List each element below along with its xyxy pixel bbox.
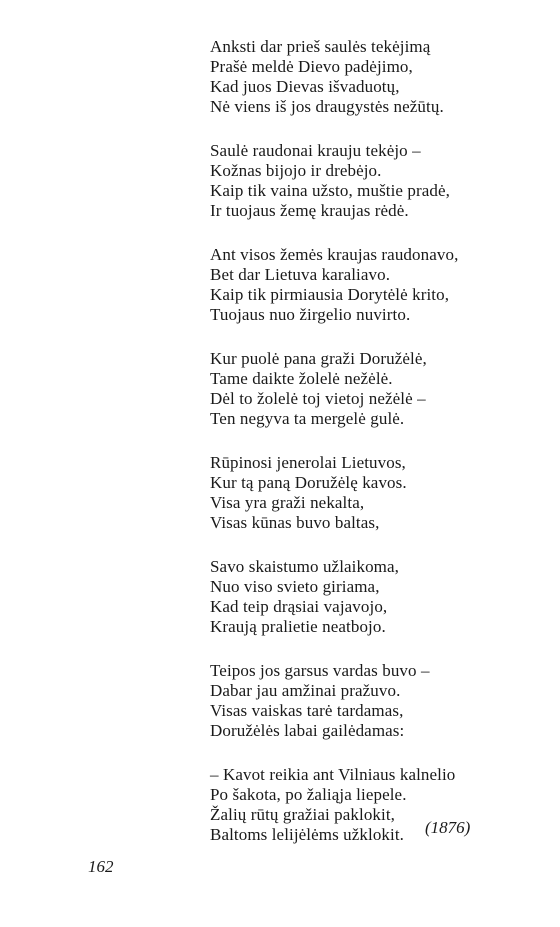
- poem: [210, 37, 510, 869]
- poem-line: Saulė raudonai krauju tekėjo –: [210, 141, 421, 160]
- poem-line: – Kavot reikia ant Vilniaus kalnelio: [210, 765, 456, 784]
- poem-line: Visas vaiskas tarė tardamas,: [210, 701, 404, 720]
- poem-line: Dėl to žolelė toj vietoj nežėlė –: [210, 389, 426, 408]
- poem-line: Ten negyva ta mergelė gulė.: [210, 409, 405, 428]
- stanza-6: [210, 557, 510, 637]
- stanza-7: [210, 661, 510, 741]
- poem-line: Tame daikte žolelė nežėlė.: [210, 369, 393, 388]
- poem-line: Nuo viso svieto giriama,: [210, 577, 380, 596]
- poem-line: Ant visos žemės kraujas raudonavo,: [210, 245, 459, 264]
- page-number: 162: [88, 857, 114, 876]
- stanza-1: [210, 37, 510, 117]
- poem-line: Kad teip drąsiai vajavojo,: [210, 597, 388, 616]
- poem-line: Doružėlės labai gailėdamas:: [210, 721, 405, 740]
- poem-line: Dabar jau amžinai pražuvo.: [210, 681, 401, 700]
- poem-line: Kožnas bijojo ir drebėjo.: [210, 161, 382, 180]
- poem-line: Rūpinosi jenerolai Lietuvos,: [210, 453, 406, 472]
- poem-line: Kraują pralietie neatbojo.: [210, 617, 386, 636]
- poem-line: Tuojaus nuo žirgelio nuvirto.: [210, 305, 411, 324]
- poem-line: Bet dar Lietuva karaliavo.: [210, 265, 391, 284]
- poem-line: Visas kūnas buvo baltas,: [210, 513, 380, 532]
- stanza-3: [210, 245, 510, 325]
- poem-date: (1876): [425, 818, 471, 837]
- poem-line: Kaip tik vaina užsto, muštie pradė,: [210, 181, 451, 200]
- poem-line: Visa yra graži nekalta,: [210, 493, 365, 512]
- stanza-2: [210, 141, 510, 221]
- poem-line: Kad juos Dievas išvaduotų,: [210, 77, 400, 96]
- stanza-4: [210, 349, 510, 429]
- poem-line: Anksti dar prieš saulės tekėjimą: [210, 37, 431, 56]
- poem-line: Savo skaistumo užlaikoma,: [210, 557, 400, 576]
- poem-line: Kur puolė pana graži Doružėlė,: [210, 349, 427, 368]
- poem-line: Prašė meldė Dievo padėjimo,: [210, 57, 413, 76]
- poem-line: Baltoms lelijėlėms užklokit.: [210, 825, 405, 844]
- poem-line: Po šakota, po žaliąja liepele.: [210, 785, 407, 804]
- poem-line: Nė viens iš jos draugystės nežūtų.: [210, 97, 444, 116]
- stanza-5: [210, 453, 510, 533]
- poem-line: Kur tą paną Doružėlę kavos.: [210, 473, 407, 492]
- poem-line: Žalių rūtų gražiai paklokit,: [210, 805, 396, 824]
- poem-line: Teipos jos garsus vardas buvo –: [210, 661, 430, 680]
- poem-line: Ir tuojaus žemę kraujas rėdė.: [210, 201, 409, 220]
- poem-line: Kaip tik pirmiausia Dorytėlė krito,: [210, 285, 450, 304]
